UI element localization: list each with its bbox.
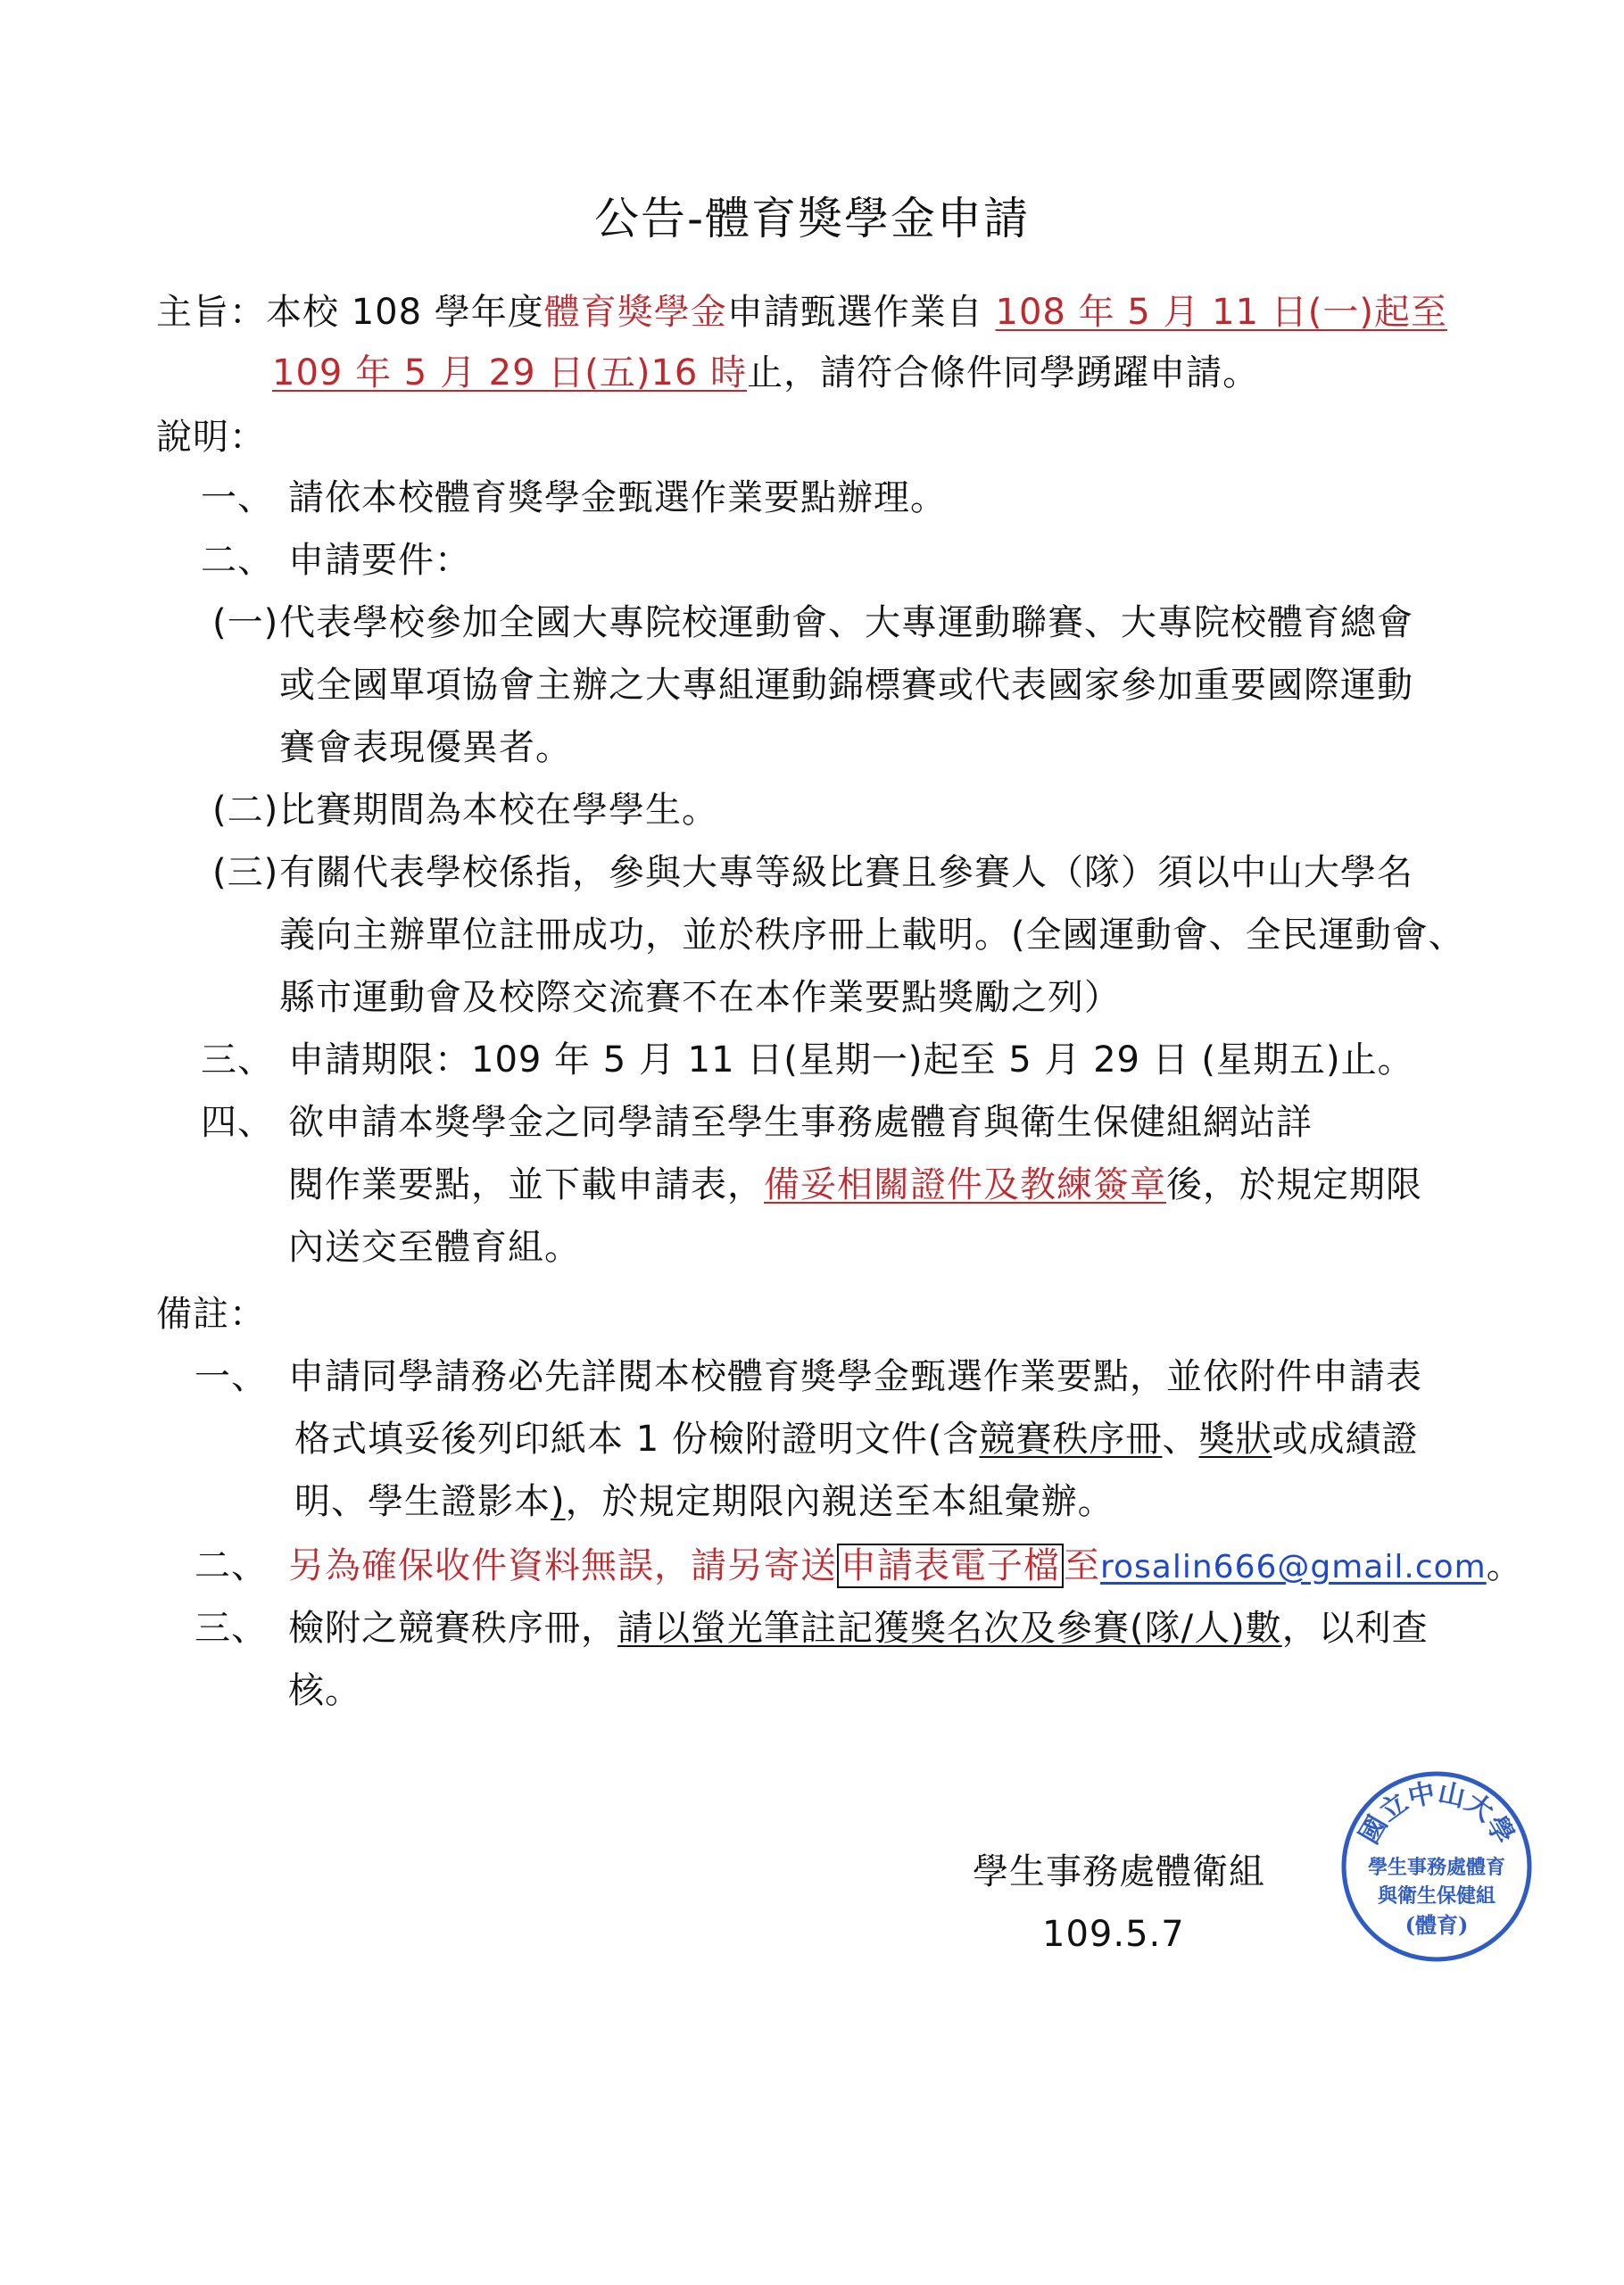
explanation-item-num: 三、: [201, 1039, 274, 1080]
explanation-item-num: 二、: [201, 540, 274, 581]
seal-inner-line: 學生事務處體育: [1367, 1856, 1506, 1879]
explanation-item-1: 請依本校體育獎學金甄選作業要點辦理。: [288, 477, 947, 518]
requirement-3-line: 縣市運動會及校際交流賽不在本作業要點獎勵之列）: [279, 977, 1121, 1018]
email-link[interactable]: rosalin666@gmail.com: [1100, 1549, 1487, 1585]
requirement-2-line: 比賽期間為本校在學學生。: [279, 790, 718, 831]
note-1-text: 、: [1162, 1419, 1199, 1460]
subject-line-2: [272, 348, 1259, 398]
subject-label: 主旨：: [156, 292, 266, 333]
item-4-text: 閱作業要點，並下載申請表，: [288, 1164, 764, 1205]
requirement-1-line: 代表學校參加全國大專院校運動會、大專運動聯賽、大專院校體育總會: [279, 602, 1413, 643]
highlight-instruction: 請以螢光筆註記獲獎名次及參賽(隊/人)數: [617, 1608, 1282, 1649]
requirement-1-line: 或全國單項協會主辦之大專組運動錦標賽或代表國家參加重要國際運動: [279, 665, 1413, 706]
required-documents: 備妥相關證件及教練簽章: [764, 1164, 1166, 1205]
end-date: 109 年 5 月 29 日(五)16 時: [272, 352, 748, 393]
item-4-text: 後，於規定期限: [1166, 1164, 1422, 1205]
seal-inner-line: (體育): [1404, 1912, 1469, 1938]
note-2-text: 至: [1064, 1545, 1100, 1586]
note-1-text: 明、學生證影本: [294, 1481, 551, 1522]
note-num: 二、: [195, 1545, 268, 1586]
requirement-1-line: 賽會表現優異者。: [279, 727, 572, 768]
official-seal: [1338, 1768, 1535, 1965]
application-period: 申請期限：109 年 5 月 11 日(星期一)起至 5 月 29 日 (星期五)止。: [288, 1039, 1414, 1080]
explanation-item-num: 四、: [201, 1102, 274, 1143]
requirement-num: (三): [212, 852, 279, 893]
note-3-text: ，以利查: [1281, 1608, 1429, 1649]
explanation-item-4-line: 內送交至體育組。: [288, 1227, 581, 1268]
explanation-item-2: 申請要件：: [288, 540, 471, 581]
note-1-text: ，於規定期限內親送至本組彙辦。: [565, 1481, 1114, 1522]
requirement-num: (一): [212, 602, 279, 643]
note-num: 三、: [195, 1608, 268, 1649]
note-num: 一、: [195, 1356, 268, 1397]
competition-program: 競賽秩序冊: [979, 1419, 1163, 1460]
scholarship-name: 體育獎學金: [543, 292, 727, 333]
start-date: 108 年 5 月 11 日(一)起至: [995, 292, 1447, 333]
explanation-item-4-line: 欲申請本獎學金之同學請至學生事務處體育與衛生保健組網站詳: [288, 1102, 1313, 1143]
requirement-3-line: 有關代表學校係指，參與大專等級比賽且參賽人（隊）須以中山大學名: [279, 852, 1413, 893]
note-2-line: [288, 1541, 1523, 1593]
note-1-text: 或成績證: [1272, 1419, 1419, 1460]
note-1-line: [294, 1477, 1114, 1527]
note-1-line: [294, 1414, 1418, 1464]
subject-text: 申請甄選作業自: [726, 292, 996, 333]
explanation-item-num: 一、: [201, 477, 274, 518]
subject-text: 止，請符合條件同學踴躍申請。: [747, 352, 1260, 393]
electronic-file: 申請表電子檔: [837, 1544, 1064, 1588]
subject-line-1: [156, 287, 1447, 337]
note-3-text: 檢附之競賽秩序冊，: [288, 1608, 617, 1649]
note-1-text: 格式填妥後列印紙本 1 份檢附證明文件(含: [294, 1419, 980, 1460]
explanation-item-4-line: [288, 1160, 1422, 1210]
signature-office: 學生事務處體衛組: [973, 1851, 1265, 1892]
certificate: 獎狀: [1198, 1419, 1272, 1460]
signature-date: 109.5.7: [1042, 1914, 1185, 1955]
notes-label: 備註：: [156, 1294, 266, 1335]
requirement-3-line: 義向主辦單位註冊成功，並於秩序冊上載明。(全國運動會、全民運動會、: [279, 915, 1465, 956]
note-2-text: 另為確保收件資料無誤，請另寄送: [288, 1545, 837, 1586]
note-3-line: 核。: [288, 1670, 361, 1711]
explanation-label: 說明：: [156, 417, 266, 458]
subject-text: 本校 108 學年度: [266, 292, 544, 333]
note-3-line: [288, 1603, 1429, 1653]
seal-outer-text: 國立中山大學: [1353, 1777, 1520, 1850]
note-1-line: 申請同學請務必先詳閱本校體育獎學金甄選作業要點，並依附件申請表: [288, 1356, 1422, 1397]
page-title: 公告-體育獎學金申請: [593, 193, 1031, 244]
seal-inner-line: 與衛生保健組: [1377, 1884, 1496, 1908]
requirement-num: (二): [212, 790, 279, 831]
note-2-end: 。: [1486, 1545, 1523, 1586]
note-1-paren: ): [551, 1481, 566, 1522]
